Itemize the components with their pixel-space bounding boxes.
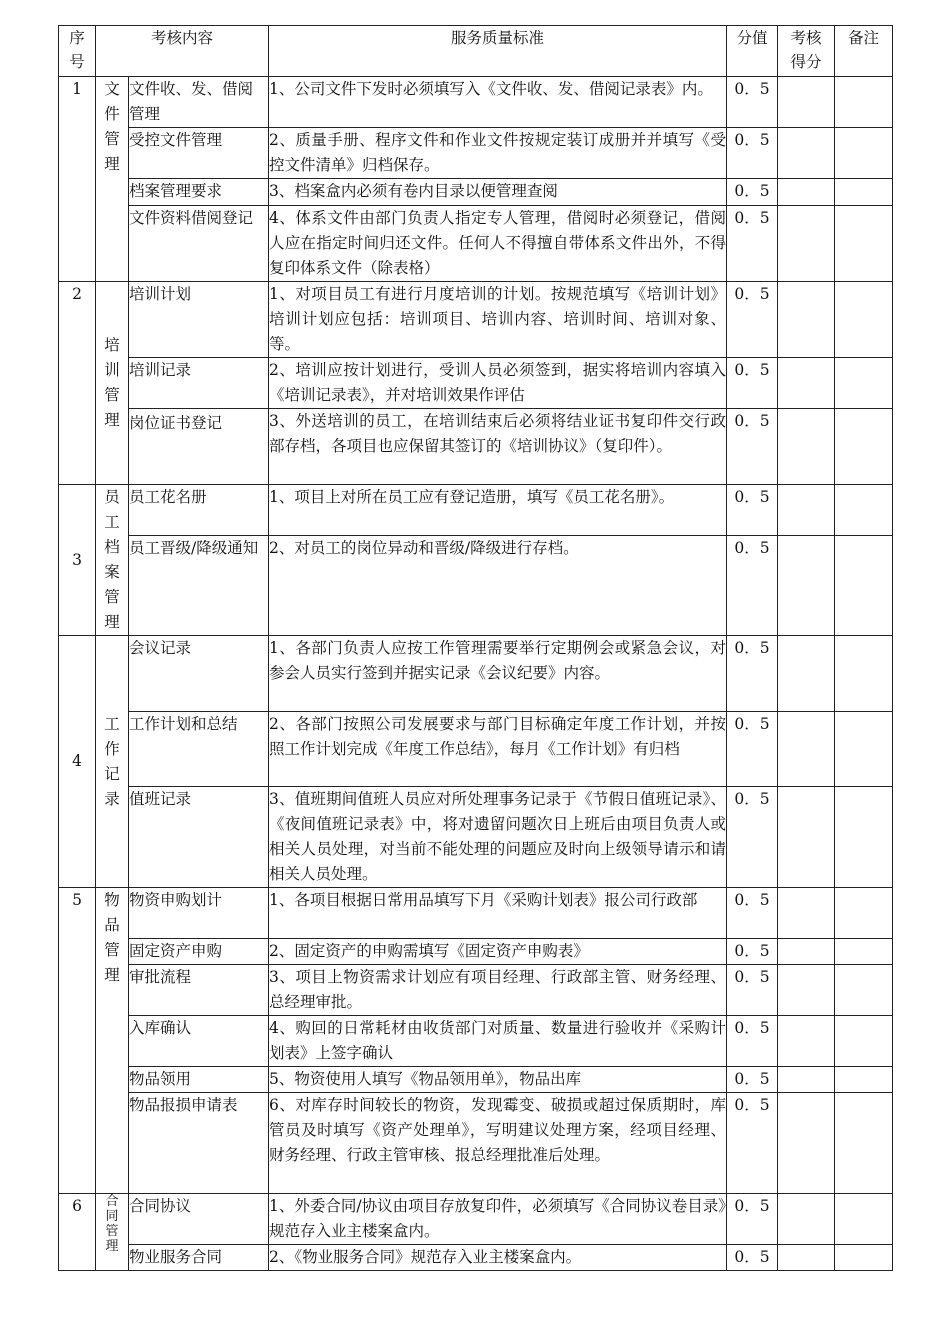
item-value: 0．5 [727,485,778,536]
item-value: 0．5 [727,965,778,1016]
item-standard: 2、各部门按照公司发展要求与部门目标确定年度工作计划，并按照工作计划完成《年度工作总结》，每月《工作计划》有归档 [269,712,727,787]
remark-cell[interactable] [835,206,893,282]
score-cell[interactable] [778,179,835,206]
item-value: 0．5 [727,77,778,128]
item-standard: 3、值班期间值班人员应对所处理事务记录于《节假日值班记录》、《夜间值班记录表》中，将对遗留问题次日上班后由项目负责人或相关人员处理，对当前不能处理的问题应及时向上级领导请示和请相关人员处理。 [269,787,727,888]
item-standard: 5、物资使用人填写《物品领用单》，物品出库 [269,1067,727,1093]
score-cell[interactable] [778,358,835,409]
remark-cell[interactable] [835,179,893,206]
header-remark: 备注 [835,26,893,77]
table-row [59,206,893,282]
item-standard: 1、对项目员工有进行月度培训的计划。按规范填写《培训计划》培训计划应包括：培训项目、培训内容、培训时间、培训对象、等。 [269,282,727,358]
group-seq: 3 [59,485,96,636]
score-cell[interactable] [778,1245,835,1271]
item-standard: 1、项目上对所在员工应有登记造册，填写《员工花名册》。 [269,485,727,536]
score-cell[interactable] [778,888,835,939]
group-category: 培训管理 [96,282,129,485]
score-cell[interactable] [778,1067,835,1093]
remark-cell[interactable] [835,358,893,409]
table-row [59,179,893,206]
item-name: 培训记录 [129,358,269,409]
item-value: 0．5 [727,636,778,712]
item-standard: 4、购回的日常耗材由收货部门对质量、数量进行验收并《采购计划表》上签字确认 [269,1016,727,1067]
item-standard: 2、固定资产的申购需填写《固定资产申购表》 [269,939,727,965]
item-value: 0．5 [727,1016,778,1067]
header-seq: 序号 [59,26,96,77]
group-seq: 5 [59,888,96,1194]
item-value: 0．5 [727,128,778,179]
item-standard: 1、外委合同/协议由项目存放复印件，必须填写《合同协议卷目录》规范存入业主楼案盒内。 [269,1194,727,1245]
item-name: 档案管理要求 [129,179,269,206]
remark-cell[interactable] [835,965,893,1016]
score-cell[interactable] [778,128,835,179]
table-row [59,888,893,939]
item-name: 员工晋级/降级通知 [129,535,269,635]
group-category: 物品管理 [96,888,129,1194]
item-name: 值班记录 [129,787,269,888]
table-row [59,358,893,409]
item-standard: 1、公司文件下发时必须填写入《文件收、发、借阅记录表》内。 [269,77,727,128]
score-cell[interactable] [778,282,835,358]
item-standard: 4、体系文件由部门负责人指定专人管理，借阅时必须登记，借阅人应在指定时间归还文件。任何人不得擅自带体系文件出外，不得复印体系文件（除表格） [269,206,727,282]
remark-cell[interactable] [835,128,893,179]
header-content: 考核内容 [96,26,269,77]
item-value: 0．5 [727,358,778,409]
remark-cell[interactable] [835,77,893,128]
remark-cell[interactable] [835,1194,893,1245]
item-name: 员工花名册 [129,485,269,536]
group-category: 合同管理 [96,1194,129,1271]
item-name: 物品报损申请表 [129,1093,269,1194]
item-value: 0．5 [727,1067,778,1093]
item-value: 0．5 [727,888,778,939]
score-cell[interactable] [778,636,835,712]
item-value: 0．5 [727,712,778,787]
group-seq: 6 [59,1194,96,1271]
table-row [59,1016,893,1067]
table-row [59,1093,893,1194]
remark-cell[interactable] [835,787,893,888]
table-row [59,485,893,536]
remark-cell[interactable] [835,712,893,787]
remark-cell[interactable] [835,636,893,712]
group-seq: 1 [59,77,96,282]
remark-cell[interactable] [835,1093,893,1194]
remark-cell[interactable] [835,409,893,485]
table-row [59,636,893,712]
item-name: 合同协议 [129,1194,269,1245]
item-name: 受控文件管理 [129,128,269,179]
group-category: 工作记录 [96,636,129,888]
item-standard: 2、《物业服务合同》规范存入业主楼案盒内。 [269,1245,727,1271]
score-cell[interactable] [778,1016,835,1067]
item-name: 文件收、发、借阅管理 [129,77,269,128]
item-standard: 1、各项目根据日常用品填写下月《采购计划表》报公司行政部 [269,888,727,939]
score-cell[interactable] [778,939,835,965]
item-name: 物资申购划计 [129,888,269,939]
remark-cell[interactable] [835,1245,893,1271]
item-standard: 2、对员工的岗位异动和晋级/降级进行存档。 [269,535,727,635]
table-row [59,939,893,965]
item-name: 岗位证书登记 [129,409,269,485]
score-cell[interactable] [778,712,835,787]
header-score: 考核得分 [778,26,835,77]
remark-cell[interactable] [835,282,893,358]
item-name: 物业服务合同 [129,1245,269,1271]
header-standard: 服务质量标准 [269,26,727,77]
group-category: 文件管理 [96,77,129,282]
table-row [59,409,893,485]
table-row [59,282,893,358]
item-name: 审批流程 [129,965,269,1016]
score-cell[interactable] [778,485,835,536]
table-row [59,1194,893,1245]
remark-cell[interactable] [835,485,893,536]
item-value: 0．5 [727,282,778,358]
header-row [59,26,893,77]
assessment-table [58,25,893,1271]
item-standard: 2、质量手册、程序文件和作业文件按规定装订成册并并填写《受控文件清单》归档保存。 [269,128,727,179]
remark-cell[interactable] [835,535,893,635]
remark-cell[interactable] [835,939,893,965]
item-value: 0．5 [727,179,778,206]
table-row [59,712,893,787]
group-category: 员工档案管理 [96,485,129,636]
table-row [59,1067,893,1093]
item-name: 物品领用 [129,1067,269,1093]
item-standard: 1、各部门负责人应按工作管理需要举行定期例会或紧急会议，对参会人员实行签到并据实记录《会议纪要》内容。 [269,636,727,712]
item-standard: 6、对库存时间较长的物资，发现霉变、破损或超过保质期时，库管员及时填写《资产处理单》，写明建议处理方案，经项目经理、财务经理、行政主管审核、报总经理批准后处理。 [269,1093,727,1194]
table-row [59,787,893,888]
table-row [59,535,893,635]
score-cell[interactable] [778,1093,835,1194]
remark-cell[interactable] [835,1067,893,1093]
item-value: 0．5 [727,1093,778,1194]
score-cell[interactable] [778,409,835,485]
item-value: 0．5 [727,939,778,965]
item-standard: 3、外送培训的员工，在培训结束后必须将结业证书复印件交行政部存档，各项目也应保留其签订的《培训协议》（复印件）。 [269,409,727,485]
table-row [59,1245,893,1271]
item-standard: 3、档案盒内必须有卷内目录以便管理查阅 [269,179,727,206]
item-name: 会议记录 [129,636,269,712]
item-value: 0．5 [727,787,778,888]
score-cell[interactable] [778,77,835,128]
item-name: 文件资料借阅登记 [129,206,269,282]
item-value: 0．5 [727,409,778,485]
item-standard: 2、培训应按计划进行，受训人员必须签到，据实将培训内容填入《培训记录表》，并对培训效果作评估 [269,358,727,409]
score-cell[interactable] [778,787,835,888]
header-value: 分值 [727,26,778,77]
score-cell[interactable] [778,965,835,1016]
score-cell[interactable] [778,206,835,282]
table-row [59,965,893,1016]
item-value: 0．5 [727,1194,778,1245]
score-cell[interactable] [778,535,835,635]
item-value: 0．5 [727,535,778,635]
item-name: 培训计划 [129,282,269,358]
item-name: 入库确认 [129,1016,269,1067]
item-value: 0．5 [727,206,778,282]
table-row [59,128,893,179]
item-name: 工作计划和总结 [129,712,269,787]
score-cell[interactable] [778,1194,835,1245]
table-row [59,77,893,128]
remark-cell[interactable] [835,888,893,939]
item-value: 0．5 [727,1245,778,1271]
group-seq: 2 [59,282,96,485]
remark-cell[interactable] [835,1016,893,1067]
item-standard: 3、项目上物资需求计划应有项目经理、行政部主管、财务经理、总经理审批。 [269,965,727,1016]
item-name: 固定资产申购 [129,939,269,965]
group-seq: 4 [59,636,96,888]
